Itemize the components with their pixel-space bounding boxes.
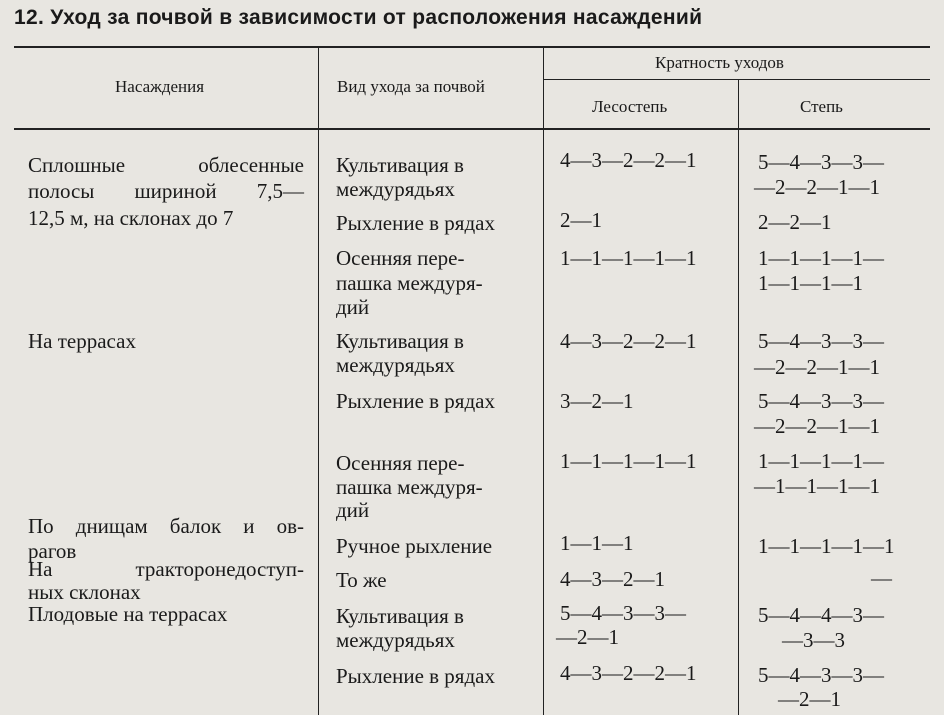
col-divider-3 [738,80,739,715]
care-7-line-1: Ручное рыхление [336,534,493,558]
care-3-line-2: пашка междуря- [336,271,483,295]
care-10-line-1: Рыхление в рядах [336,664,495,688]
steppe-6-line-1: 1—1—1—1— [758,449,884,473]
steppe-5-line-1: 5—4—3—3— [758,389,884,413]
care-8-line-1: То же [336,568,387,592]
planting-2-line-1: На террасах [28,329,136,353]
forest-steppe-3: 1—1—1—1—1 [560,246,697,270]
planting-3-line-1: По днищам балок и ов- [28,514,304,538]
care-3-line-3: дий [336,295,370,319]
steppe-9-line-2: —3—3 [782,628,845,652]
planting-5-line-1: Плодовые на террасах [28,602,228,626]
care-9-line-1: Культивация в [336,604,464,628]
steppe-8: — [871,566,892,590]
steppe-4-line-2: —2—2—1—1 [754,355,880,379]
forest-steppe-10: 4—3—2—2—1 [560,661,697,685]
care-1-line-1: Культивация в [336,153,464,177]
top-rule [14,46,930,48]
forest-steppe-9-line-2: —2—1 [556,625,619,649]
planting-1-line-3: 12,5 м, на склонах до 7 [28,206,234,230]
freq-rule [543,79,930,80]
steppe-9-line-1: 5—4—4—3— [758,603,884,627]
care-3-line-1: Осенняя пере- [336,246,465,270]
forest-steppe-2: 2—1 [560,208,602,232]
header-rule [14,128,930,130]
planting-1-line-1: Сплошные облесенные [28,153,304,177]
care-1-line-2: междурядьях [336,177,455,201]
care-4-line-2: междурядьях [336,353,455,377]
steppe-7: 1—1—1—1—1 [758,534,895,558]
forest-steppe-5: 3—2—1 [560,389,634,413]
forest-steppe-8: 4—3—2—1 [560,567,665,591]
forest-steppe-4: 4—3—2—2—1 [560,329,697,353]
care-4-line-1: Культивация в [336,329,464,353]
steppe-1-line-1: 5—4—3—3— [758,150,884,174]
col-divider-2 [543,47,544,715]
care-5-line-1: Рыхление в рядах [336,389,495,413]
header-frequency: Кратность уходов [655,53,784,72]
col-divider-1 [318,47,319,715]
forest-steppe-6: 1—1—1—1—1 [560,449,697,473]
table-title: 12. Уход за почвой в зависимости от расположения насаждений [14,6,703,29]
forest-steppe-1: 4—3—2—2—1 [560,148,697,172]
planting-4-line-2: ных склонах [28,580,141,604]
forest-steppe-9-line-1: 5—4—3—3— [560,601,686,625]
planting-4-line-1: На тракторонедоступ- [28,557,304,581]
steppe-5-line-2: —2—2—1—1 [754,414,880,438]
steppe-3-line-2: 1—1—1—1 [758,271,863,295]
header-care-type: Вид ухода за почвой [337,77,485,96]
care-9-line-2: междурядьях [336,628,455,652]
header-plantings: Насаждения [115,77,205,96]
planting-3-line-2: рагов [28,539,77,563]
care-2-line-1: Рыхление в рядах [336,211,495,235]
care-6-line-3: дий [336,498,370,522]
steppe-6-line-2: —1—1—1—1 [754,474,880,498]
care-6-line-1: Осенняя пере- [336,451,465,475]
steppe-10-line-2: —2—1 [778,687,841,711]
header-forest-steppe: Лесостепь [592,97,668,116]
planting-1-line-2: полосы шириной 7,5— [28,179,304,203]
forest-steppe-7: 1—1—1 [560,531,634,555]
header-steppe: Степь [800,97,843,116]
steppe-3-line-1: 1—1—1—1— [758,246,884,270]
steppe-10-line-1: 5—4—3—3— [758,663,884,687]
steppe-1-line-2: —2—2—1—1 [754,175,880,199]
care-6-line-2: пашка междуря- [336,475,483,499]
steppe-2: 2—2—1 [758,210,832,234]
steppe-4-line-1: 5—4—3—3— [758,329,884,353]
